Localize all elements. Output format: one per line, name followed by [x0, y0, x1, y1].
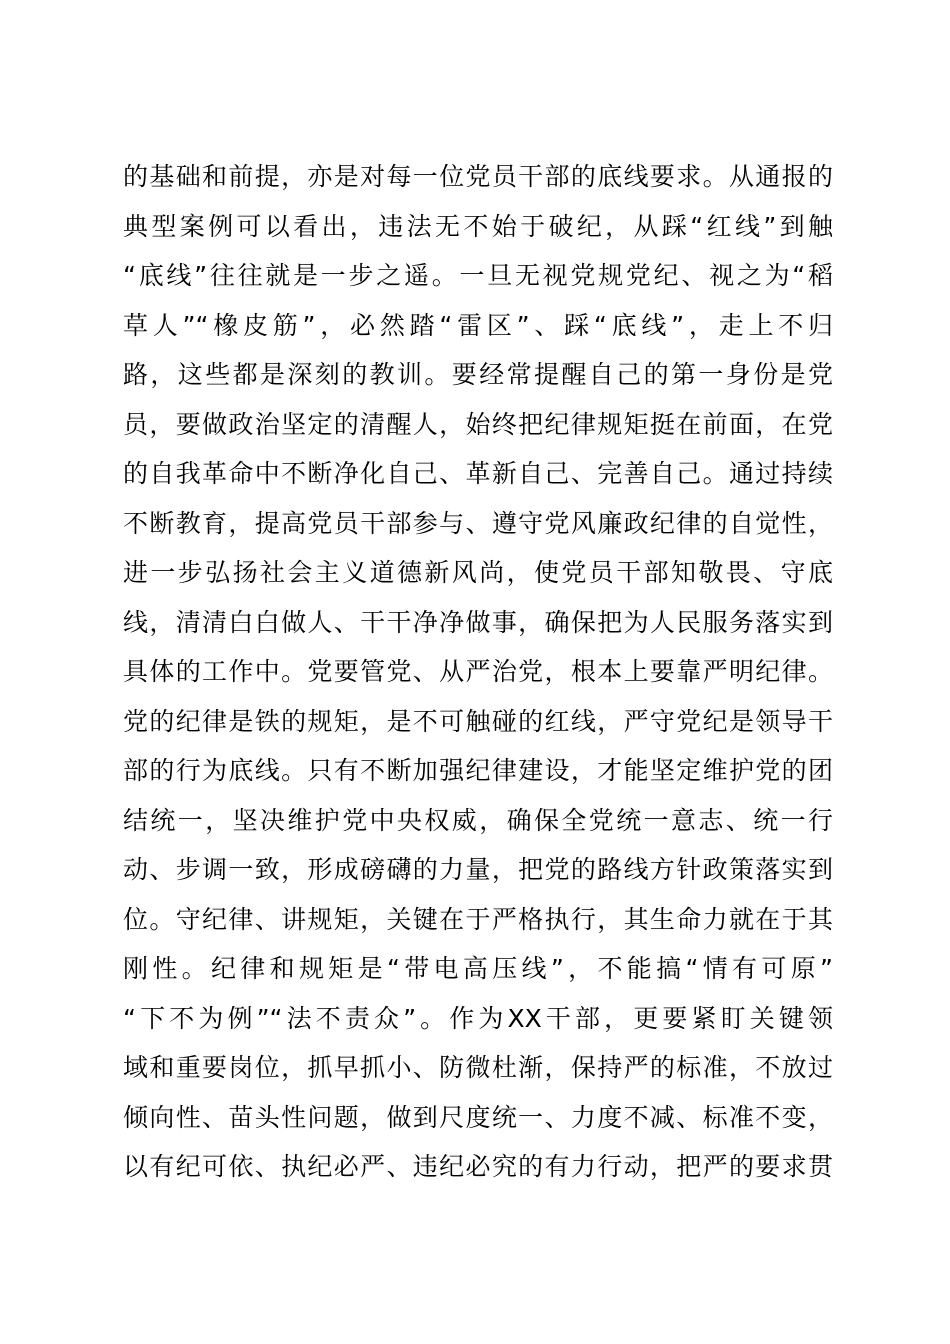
text-line: 的自我革命中不断净化自己、革新自己、完善自己。通过持续 — [123, 459, 833, 488]
text-line: “底线”往往就是一步之遥。一旦无视党规党纪、视之为“稻 — [123, 261, 833, 290]
text-line: 域和重要岗位，抓早抓小、防微杜渐，保持严的标准，不放过 — [123, 1053, 833, 1082]
text-line: 以有纪可依、执纪必严、违纪必究的有力行动，把严的要求贯 — [123, 1152, 833, 1181]
text-line: 位。守纪律、讲规矩，关键在于严格执行，其生命力就在于其 — [123, 904, 833, 934]
text-line: 具体的工作中。党要管党、从严治党，根本上要靠严明纪律。 — [123, 657, 833, 686]
text-line: 倾向性、苗头性问题，做到尺度统一、力度不减、标准不变， — [123, 1102, 833, 1132]
text-line: 典型案例可以看出，违法无不始于破纪，从踩“红线”到触 — [123, 211, 833, 241]
text-line: 员，要做政治坚定的清醒人，始终把纪律规矩挺在前面，在党 — [123, 409, 833, 439]
text-line: 草人”“橡皮筋”，必然踏“雷区”、踩“底线”，走上不归 — [123, 310, 833, 340]
text-line: “下不为例”“法不责众”。作为XX干部，更要紧盯关键领 — [123, 1003, 833, 1033]
text-line: 进一步弘扬社会主义道德新风尚，使党员干部知敬畏、守底 — [123, 558, 833, 587]
text-line: 党的纪律是铁的规矩，是不可触碰的红线，严守党纪是领导干 — [123, 706, 833, 736]
text-line: 刚性。纪律和规矩是“带电高压线”，不能搞“情有可原” — [123, 954, 833, 983]
text-line: 路，这些都是深刻的教训。要经常提醒自己的第一身份是党 — [123, 360, 833, 389]
text-line: 部的行为底线。只有不断加强纪律建设，才能坚定维护党的团 — [123, 756, 833, 785]
text-line: 的基础和前提，亦是对每一位党员干部的底线要求。从通报的 — [123, 162, 833, 191]
text-line: 线，清清白白做人、干干净净做事，确保把为人民服务落实到 — [123, 607, 833, 637]
text-line: 动、步调一致，形成磅礴的力量，把党的路线方针政策落实到 — [123, 855, 833, 884]
text-line: 不断教育，提高党员干部参与、遵守党风廉政纪律的自觉性， — [123, 508, 833, 538]
body-paragraph — [123, 152, 833, 1192]
text-line: 结统一，坚决维护党中央权威，确保全党统一意志、统一行 — [123, 805, 833, 835]
